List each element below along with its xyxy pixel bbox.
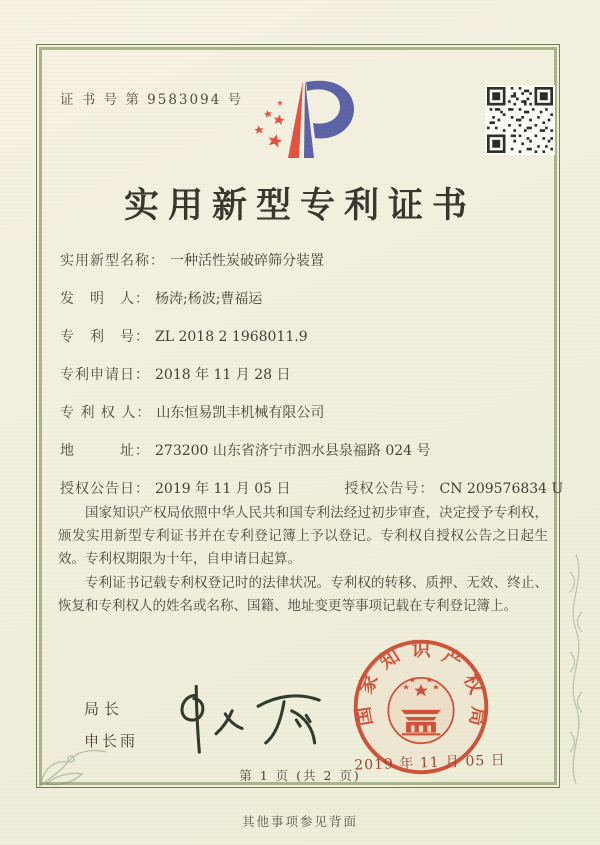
field-label: 专利申请日： [60, 367, 150, 383]
field-label: 授权公告号： [344, 481, 435, 497]
backside-note: 其他事项参见背面 [241, 814, 358, 829]
field-value: 2018 年 11 月 28 日 [155, 367, 291, 383]
legal-paragraph-2: 专利证书记载专利权登记时的法律状况。专利权的转移、质押、无效、终止、恢复和专利权人的姓名或名称、国籍、地址变更等事项记载在专利登记簿上。 [58, 574, 548, 614]
field-value: 山东恒易凯丰机械有限公司 [156, 405, 325, 421]
grant-date-pair [60, 478, 291, 497]
national-emblem-icon [388, 677, 453, 743]
field-row-address [60, 440, 552, 459]
field-label: 专 利 号： [60, 329, 150, 345]
field-value: CN 209576834 U [439, 481, 564, 497]
legal-text [58, 502, 548, 618]
field-row-name [60, 250, 552, 269]
field-row-patent-number [60, 326, 552, 345]
field-row-inventors [60, 288, 552, 307]
field-value: ZL 2018 2 1968011.9 [155, 329, 308, 345]
edge-flourish-icon [562, 552, 590, 788]
signer-role: 局长 [84, 700, 125, 718]
field-row-grant [60, 478, 564, 497]
page-indicator: 第 1 页 (共 2 页) [239, 768, 361, 783]
director-signature [168, 678, 336, 762]
field-row-patentee [60, 402, 552, 421]
field-value: 一种活性炭破碎筛分装置 [170, 253, 324, 269]
legal-paragraph-1: 国家知识产权局依照中华人民共和国专利法经过初步审查，决定授予专利权，颁发实用新型专利证书并在专利登记簿上予以登记。专利权自授权公告之日起生效。专利权期限为十年，自申请日起算。 [58, 505, 548, 568]
field-label: 实用新型名称： [60, 253, 165, 269]
signer-name: 申长雨 [84, 732, 139, 750]
seal-date: 2019 年 11 月 05 日 [354, 752, 507, 774]
seal-org-text: 国家知识产权局 [351, 637, 491, 728]
cnipa-logo-icon [246, 74, 360, 172]
field-value: 273200 山东省济宁市泗水县泉福路 024 号 [155, 443, 431, 459]
field-label: 地 址： [60, 443, 150, 459]
field-label: 发 明 人： [60, 291, 150, 307]
certificate-title: 实用新型专利证书 [123, 185, 476, 226]
field-label: 专 利 权 人： [60, 405, 152, 421]
certificate-number: 证 书 号 第 9583094 号 [60, 92, 244, 108]
field-value: 杨涛;杨波;曹福运 [155, 291, 263, 307]
signer-block [84, 698, 138, 751]
field-row-filing-date [60, 364, 552, 383]
qr-code [487, 87, 553, 153]
field-label: 授权公告日： [60, 481, 150, 497]
field-list [60, 250, 564, 516]
grant-number-pair [345, 478, 564, 497]
field-value: 2019 年 11 月 05 日 [155, 481, 291, 497]
